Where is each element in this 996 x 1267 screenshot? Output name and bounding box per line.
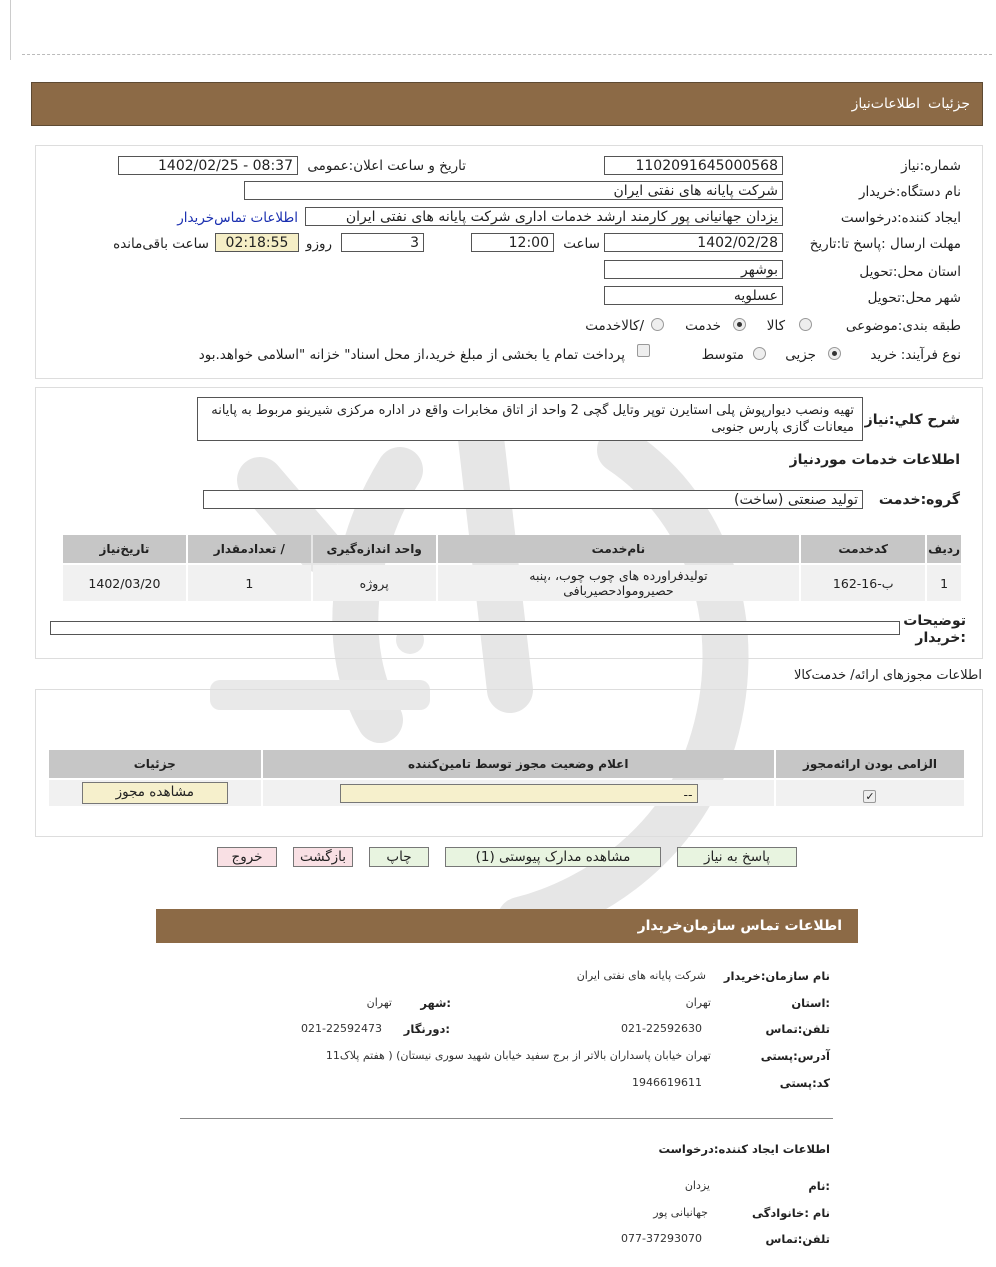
table-row [49,780,964,806]
deadline-label: مهلت ارسال :پاسخ تا:تاریخ [809,236,961,252]
back-button[interactable]: بازگشت [293,847,353,867]
days-label: روزو [305,236,332,252]
col-quantity: / تعدادمقدار [188,535,311,563]
creator-phone-label: تلفن:تماس [765,1232,830,1246]
contact-address-label: آدرس:پستی [760,1049,830,1063]
buyer-contact-link[interactable]: اطلاعات تماس‌خریدار [177,210,298,226]
col-need-date: تاريخ‌نياز [63,535,186,563]
attachments-button[interactable]: مشاهده مدارک پیوستی (1) [445,847,661,867]
permit-required-checkbox: ✓ [865,789,875,803]
treasury-payment-checkbox[interactable] [637,344,650,357]
col-unit: واحد اندازه‌گيری [313,535,436,563]
days-field: 3 [341,233,424,252]
creator-family-label: نام :خانوادگی [752,1206,830,1220]
process-buy-label: خرید [870,347,897,363]
contact-province-value: تهران [685,996,711,1009]
cell-row-number: 1 [927,565,961,601]
reply-button[interactable]: پاسخ به نیاز [677,847,797,867]
announce-label: تاریخ و ساعت اعلان:عمومی [307,158,466,174]
col-row-number: رديف [927,535,961,563]
province-field: بوشهر [604,260,783,279]
category-goods-service-label: /کالاخدمت [585,318,644,334]
permits-table [47,748,966,808]
creator-family-value: جهانیانی پور [653,1206,708,1219]
category-goods-radio[interactable] [799,318,812,331]
buyer-notes-field [50,621,900,635]
cell-service-name: تولیدفراورده های چوب چوب، ،پنبه حصیرومواد‌حصیربافی [438,565,800,601]
city-label: شهر محل:تحویل [867,290,961,306]
contact-title: اطلاعات تماس سازمان‌خريدار [637,918,842,934]
cell-quantity: 1 [188,565,311,601]
need-number-field: 1102091645000568 [604,156,783,175]
announce-field: 1402/02/25 - 08:37 [118,156,298,175]
province-label: استان محل:تحویل [859,264,961,280]
service-group-field: تولید صنعتی (ساخت) [203,490,863,509]
col-service-name: نام‌خدمت [438,535,800,563]
creator-name-value: یزدان [684,1179,710,1192]
creator-field: یزدان جهانیانی پور کارمند ارشد خدمات اداری شرکت پایانه های نفتی ایران [305,207,783,226]
page-header [31,82,983,126]
cell-service-code: ب-16-162 [801,565,925,601]
category-goods-service-radio[interactable] [651,318,664,331]
tab-details[interactable]: جزئیات [928,96,970,112]
buyer-field: شرکت پایانه های نفتی ایران [244,181,783,200]
description-label: شرح کلي:نياز [864,412,960,428]
city-field: عسلویه [604,286,783,305]
contact-city-value: تهران [366,996,392,1009]
contact-postal-value: 1946619611 [632,1076,702,1089]
category-goods-label: کالا [766,318,785,334]
process-label: نوع فرآیند: [900,347,961,363]
buyer-notes-label: توضيحات :خريدار [903,613,966,646]
remaining-label: ساعت باقی‌مانده [113,236,209,252]
cell-need-date: 1402/03/20 [63,565,186,601]
col-permit-details: جزئیات [49,750,261,778]
view-permit-button[interactable]: مشاهده مجوز [82,782,228,804]
tab-need-info[interactable]: اطلاعات‌نیاز [851,96,920,112]
page-divider [22,54,992,55]
cell-permit-required [776,780,964,806]
category-service-radio[interactable] [733,318,746,331]
contact-org-value: شرکت پایانه های نفتی ایران [576,969,706,982]
creator-name-label: :نام [808,1179,830,1193]
contact-header [156,909,858,943]
print-button[interactable]: چاپ [369,847,429,867]
treasury-payment-note: پرداخت تمام یا بخشی از مبلغ خرید،از محل اسناد" خزانه "اسلامی خواهد.بود [198,347,625,363]
deadline-time-field: 12:00 [471,233,554,252]
col-service-code: کدخدمت [801,535,925,563]
contact-fax-value: 021-22592473 [301,1022,382,1035]
cell-permit-status [263,780,774,806]
process-medium-label: متوسط [701,347,744,363]
services-table [61,533,963,603]
contact-org-label: نام سازمان:خريدار [723,969,830,983]
process-partial-label: جزیی [785,347,816,363]
creator-phone-value: 077-37293070 [621,1232,702,1245]
remaining-timer: 02:18:55 [215,233,299,252]
contact-province-label: :استان [791,996,830,1010]
contact-phone-value: 021-22592630 [621,1022,702,1035]
cell-permit-details [49,780,261,806]
contact-divider [180,1118,833,1119]
process-partial-radio[interactable] [828,347,841,360]
contact-fax-label: :دورنگار [403,1022,450,1036]
process-medium-radio[interactable] [753,347,766,360]
exit-button[interactable]: خروج [217,847,277,867]
buyer-label: نام دستگاه:خریدار [858,184,961,200]
table-row [63,565,961,601]
description-text: تهیه ونصب دیوارپوش پلی استایرن توپر وتایل گچی 2 واحد از اتاق مخابرات واقع در اداره مرکزی شیرینو مربوط به پایانه میعانات گازی پارس جنوبی [197,397,863,441]
contact-phone-label: تلفن:تماس [765,1022,830,1036]
service-group-label: گروه:خدمت [878,492,960,508]
need-number-label: شماره:نیاز [901,158,961,174]
contact-city-label: :شهر [420,996,451,1010]
deadline-time-label: ساعت [563,236,600,252]
col-permit-required: الزامی بودن ارائه‌مجوز [776,750,964,778]
creator-info-title: اطلاعات ایجاد کننده:درخواست [658,1142,830,1156]
category-service-label: خدمت [685,318,721,334]
col-permit-status: اعلام وضعیت مجوز توسط تامین‌کننده [263,750,774,778]
page-divider-vertical [10,0,11,60]
permits-title: اطلاعات مجوزهای ارائه/ خدمت‌کالا [793,668,982,683]
category-label: طبقه بندی:موضوعی [845,318,961,334]
permit-status-field: -- [340,784,698,803]
contact-postal-label: کد:پستی [779,1076,830,1090]
deadline-date-field: 1402/02/28 [604,233,783,252]
contact-address-value: تهران خیابان پاسداران بالاتر از برج سفید خیابان شهید سوری نیستان) ( هفتم پلاک11 [325,1049,711,1062]
cell-unit: پروژه [313,565,436,601]
services-title: اطلاعات خدمات موردنياز [789,452,960,468]
creator-label: ایجاد کننده:درخواست [840,210,961,226]
